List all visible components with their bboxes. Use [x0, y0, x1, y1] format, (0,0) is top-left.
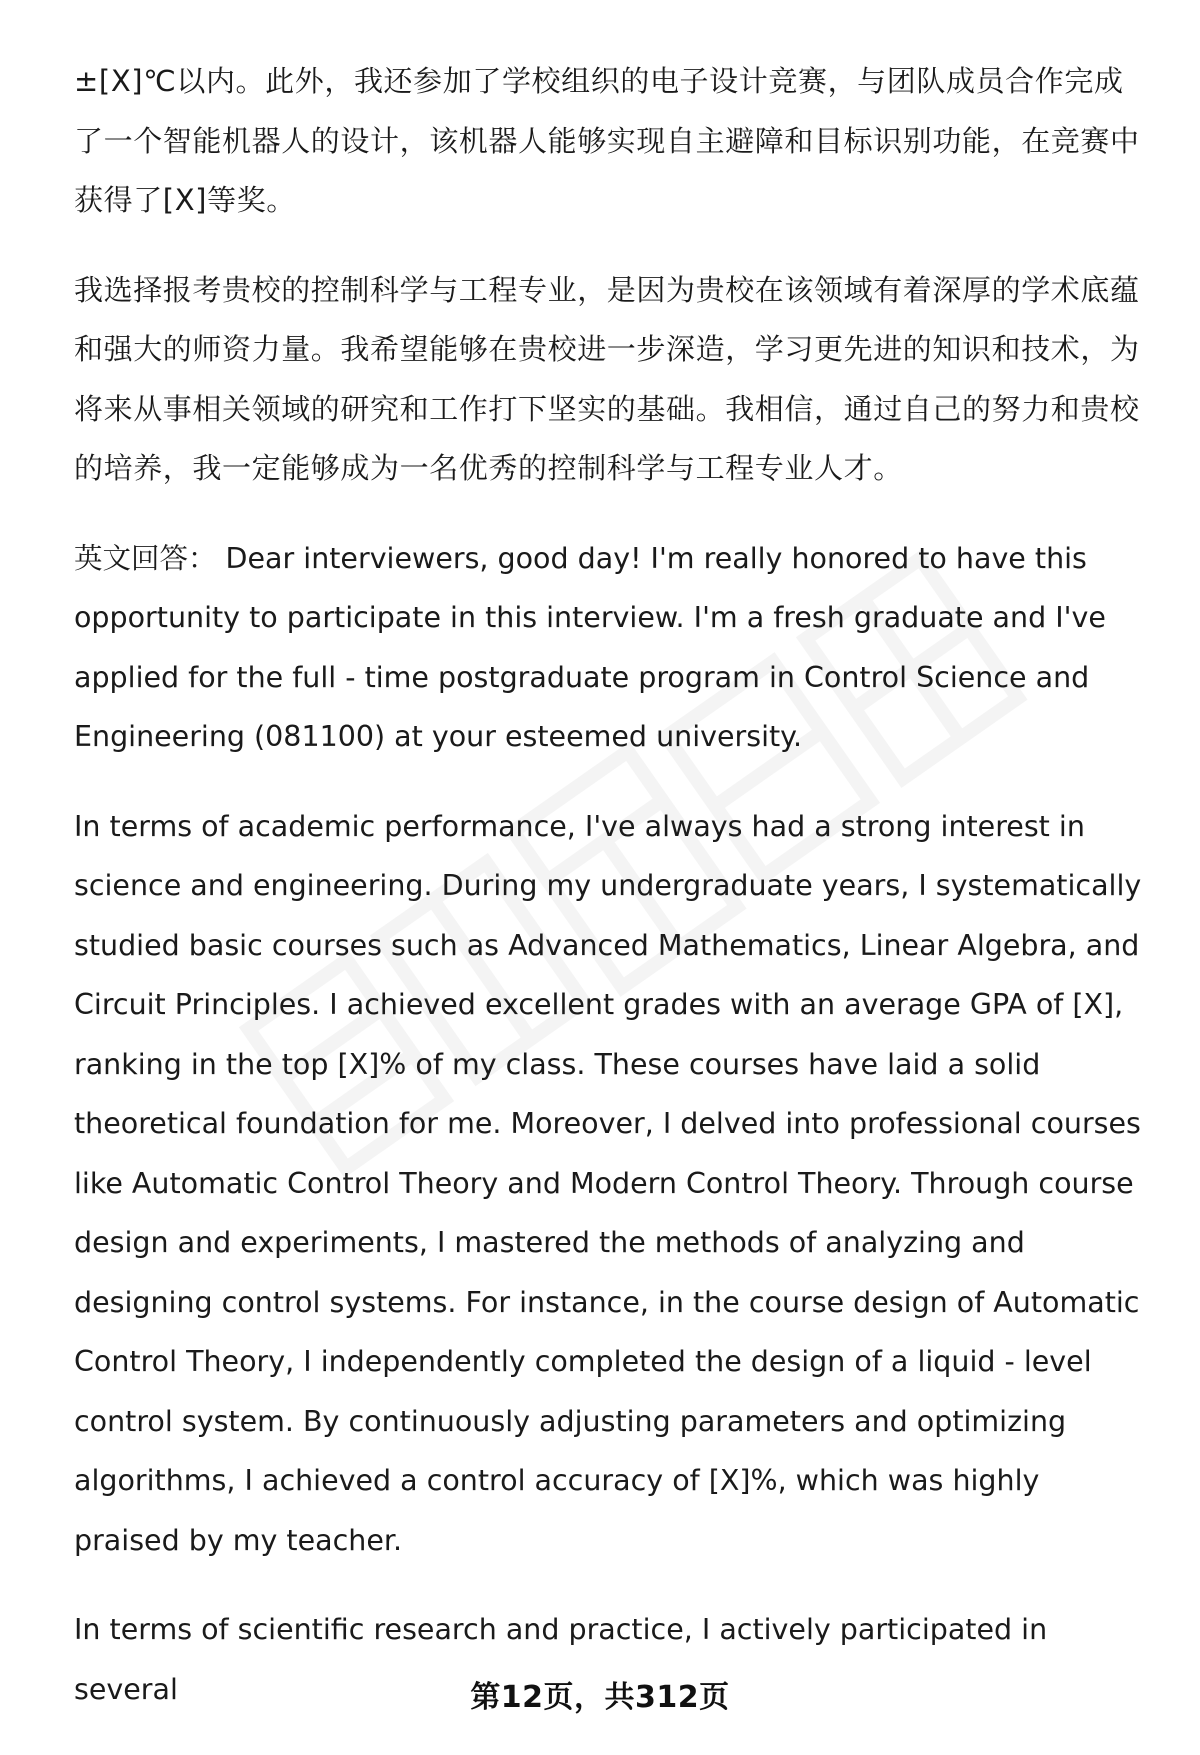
document-body — [74, 52, 1149, 1749]
paragraph-4: In terms of academic performance, I've always had a strong interest in science and engineering. During my undergraduate years, I systematically studied basic courses such as Advanced Mathematics, Linear Algebra, and Circuit Principles. I achieved excellent grades with an average GPA of [X], ranking in the top [X]% of my class. These courses have laid a solid theoretical foundation for me. Moreover, I delved into professional courses like Automatic Control Theory and Modern Control Theory. Through course design and experiments, I mastered the methods of analyzing and designing control systems. For instance, in the course design of Automatic Control Theory, I independently completed the design of a liquid - level control system. By continuously adjusting parameters and optimizing algorithms, I achieved a control accuracy of [X]%, which was highly praised by my teacher. — [74, 809, 1142, 1557]
paragraph-2: 我选择报考贵校的控制科学与工程专业，是因为贵校在该领域有着深厚的学术底蕴和强大的师资力量。我希望能够在贵校进一步深造，学习更先进的知识和技术，为将来从事相关领域的研究和工作打下坚实的基础。我相信，通过自己的努力和贵校的培养，我一定能够成为一名优秀的控制科学与工程专业人才。 — [74, 272, 1140, 485]
paragraph-1: ±[X]℃以内。此外，我还参加了学校组织的电子设计竞赛，与团队成员合作完成了一个智能机器人的设计，该机器人能够实现自主避障和目标识别功能，在竞赛中获得了[X]等奖。 — [74, 64, 1140, 217]
paragraph-5: In terms of scientific research and practice, I actively participated in several — [74, 1613, 1048, 1706]
page-number: 第12页，共312页 — [470, 1680, 730, 1715]
paragraph-3: 英文回答： Dear interviewers, good day! I'm really honored to have this opportunity to participate in this interview. I'm a fresh graduate and I've applied for the full - time postgraduate program in Control Science and Engineering (081100) at your esteemed university. — [74, 541, 1106, 753]
